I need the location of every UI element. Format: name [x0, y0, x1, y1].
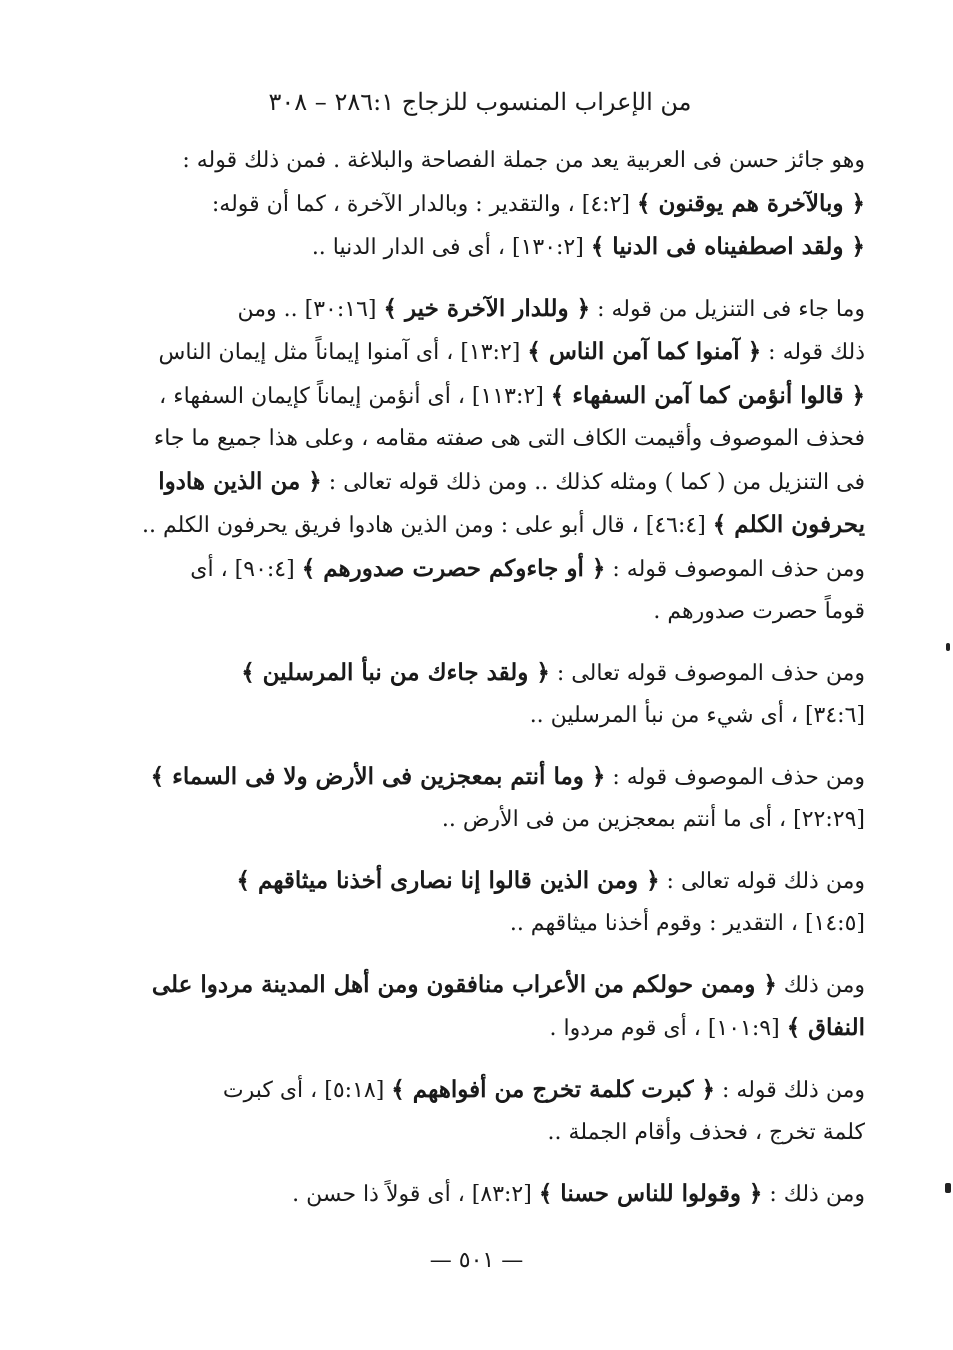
quran-verse: ﴿ قالوا أنؤمن كما آمن السفهاء ﴾ — [550, 381, 865, 409]
text-segment: [١٣:٢] ، أى آمنوا إيماناً مثل إيمان الناس — [158, 340, 528, 365]
quran-verse: ﴿ وما أنتم بمعجزين فى الأرض ولا فى السماء ﴾ — [150, 762, 606, 790]
text-line — [135, 331, 865, 375]
text-segment: [٩٠:٤] ، أى — [190, 556, 302, 582]
text-line — [135, 903, 865, 946]
paragraph — [135, 860, 865, 946]
text-line — [135, 860, 865, 904]
text-segment: ومن ذلك : — [762, 1181, 865, 1207]
quran-verse: ﴿ وقولوا للناس حسنا ﴾ — [538, 1179, 763, 1207]
text-segment: [٨٣:٢] ، أى قولاً ذا حسن . — [292, 1181, 539, 1207]
text-line — [135, 799, 865, 842]
text-line — [135, 548, 865, 592]
text-segment: ومن ذلك — [776, 972, 865, 998]
text-line — [135, 288, 865, 332]
text-line — [135, 964, 865, 1008]
quran-verse: يحرفون الكلم ﴾ — [712, 511, 865, 538]
text-segment: [١٣٠:٢] ، أى فى الدار الدنيا .. — [311, 235, 591, 260]
paragraph — [135, 964, 865, 1051]
text-line — [135, 756, 865, 800]
text-line — [135, 652, 865, 696]
text-segment: وما جاء فى التنزيل من قوله : — [590, 296, 865, 322]
paragraph — [135, 652, 865, 738]
quran-verse: النفاق ﴾ — [786, 1014, 865, 1041]
text-segment: ومن حذف الموصوف قوله تعالى : — [549, 660, 865, 686]
main-text — [135, 140, 865, 1234]
text-line — [135, 1069, 865, 1113]
quran-verse: ﴿ ومن الذين قالوا إنا نصارى أخذنا ميثاقهم ﴾ — [236, 866, 660, 894]
text-line — [135, 504, 865, 548]
paragraph — [135, 140, 865, 270]
text-line — [135, 695, 865, 738]
quran-verse: ﴿ وللدار الآخرة خير ﴾ — [383, 294, 591, 322]
quran-verse: ﴿ كبرت كلمة تخرج من أفواههم ﴾ — [391, 1075, 716, 1103]
text-segment: ومن حذف الموصوف قوله : — [605, 764, 865, 790]
quran-verse: ﴿ آمنوا كما آمن الناس ﴾ — [527, 338, 762, 365]
quran-verse: ﴿ وبالآخرة هم يوقنون ﴾ — [636, 189, 865, 217]
text-line — [135, 418, 865, 461]
paragraph — [135, 756, 865, 842]
text-line — [135, 183, 865, 227]
text-segment: [٥:١٨] ، أى كبرت — [222, 1077, 392, 1103]
paragraph — [135, 1069, 865, 1155]
quran-verse: ﴿ وممن حولكم من الأعراب منافقون ومن أهل المدينة مردوا على — [151, 970, 777, 998]
text-line — [135, 1112, 865, 1155]
text-segment: كلمة تخرج ، فحذف وأقام الجملة .. — [547, 1120, 865, 1145]
text-segment: [١٤:٥] ، التقدير : وقوم أخذنا ميثاقهم .. — [509, 911, 865, 936]
quran-verse: ﴿ ولقد جاءك من نبأ المرسلين ﴾ — [241, 658, 550, 686]
text-line — [135, 1173, 865, 1217]
text-line — [135, 1007, 865, 1051]
text-line — [135, 226, 865, 270]
text-segment: ومن ذلك قوله : — [715, 1077, 865, 1103]
text-line — [135, 140, 865, 183]
quran-verse: ﴿ ولقد اصطفيناه فى الدنيا ﴾ — [590, 233, 865, 260]
text-line — [135, 591, 865, 634]
text-segment: وهو جائز حسن فى العربية يعد من جملة الفصاحة والبلاغة . فمن ذلك قوله : — [182, 148, 865, 173]
text-line — [135, 375, 865, 419]
text-segment: قوماً حصرت صدورهم . — [653, 599, 865, 624]
margin-mark-left — [946, 643, 950, 651]
text-segment: ذلك قوله : — [761, 340, 865, 365]
text-segment: [٣٠:١٦] .. ومن — [237, 296, 384, 322]
running-header: من الإعراب المنسوب للزجاج ٢٨٦:١ – ٣٠٨ — [268, 88, 692, 116]
text-segment: [٤٦:٤] ، قال أبو على : ومن الذين هادوا فريق يحرفون الكلم .. — [142, 513, 713, 538]
text-segment: ومن ذلك قوله تعالى : — [659, 868, 865, 894]
text-line — [135, 461, 865, 505]
paragraph — [135, 1173, 865, 1217]
text-segment: [٢٢:٢٩] ، أى ما أنتم بمعجزين من فى الأرض .. — [441, 807, 865, 832]
text-segment: [٤:٢] ، والتقدير : وبالدار الآخرة ، كما أن قوله: — [211, 191, 637, 217]
text-segment: ومن حذف الموصوف قوله : — [605, 556, 865, 582]
text-segment: فحذف الموصوف وأقيمت الكاف التى هى صفته مقامه ، وعلى هذا جميع ما جاء — [153, 426, 865, 451]
margin-mark-right — [945, 1183, 951, 1193]
text-segment: [١٠١:٩] ، أى قوم مردوا . — [549, 1016, 787, 1041]
page-number: — ٥٠١ — — [429, 1248, 524, 1273]
text-segment: [١١٣:٢] ، أى أنؤمن إيماناً كإيمان السفهاء ، — [159, 383, 551, 409]
quran-verse: ﴿ أو جاءوكم حصرت صدورهم ﴾ — [301, 554, 606, 582]
text-segment: [٣٤:٦] ، أى شيء من نبأ المرسلين .. — [529, 703, 865, 728]
text-segment: فى التنزيل من ( كما ) ومثله كذلك .. ومن ذلك قوله تعالى : — [321, 469, 865, 495]
quran-verse: ﴿ من الذين هادوا — [158, 467, 322, 495]
paragraph — [135, 288, 865, 634]
